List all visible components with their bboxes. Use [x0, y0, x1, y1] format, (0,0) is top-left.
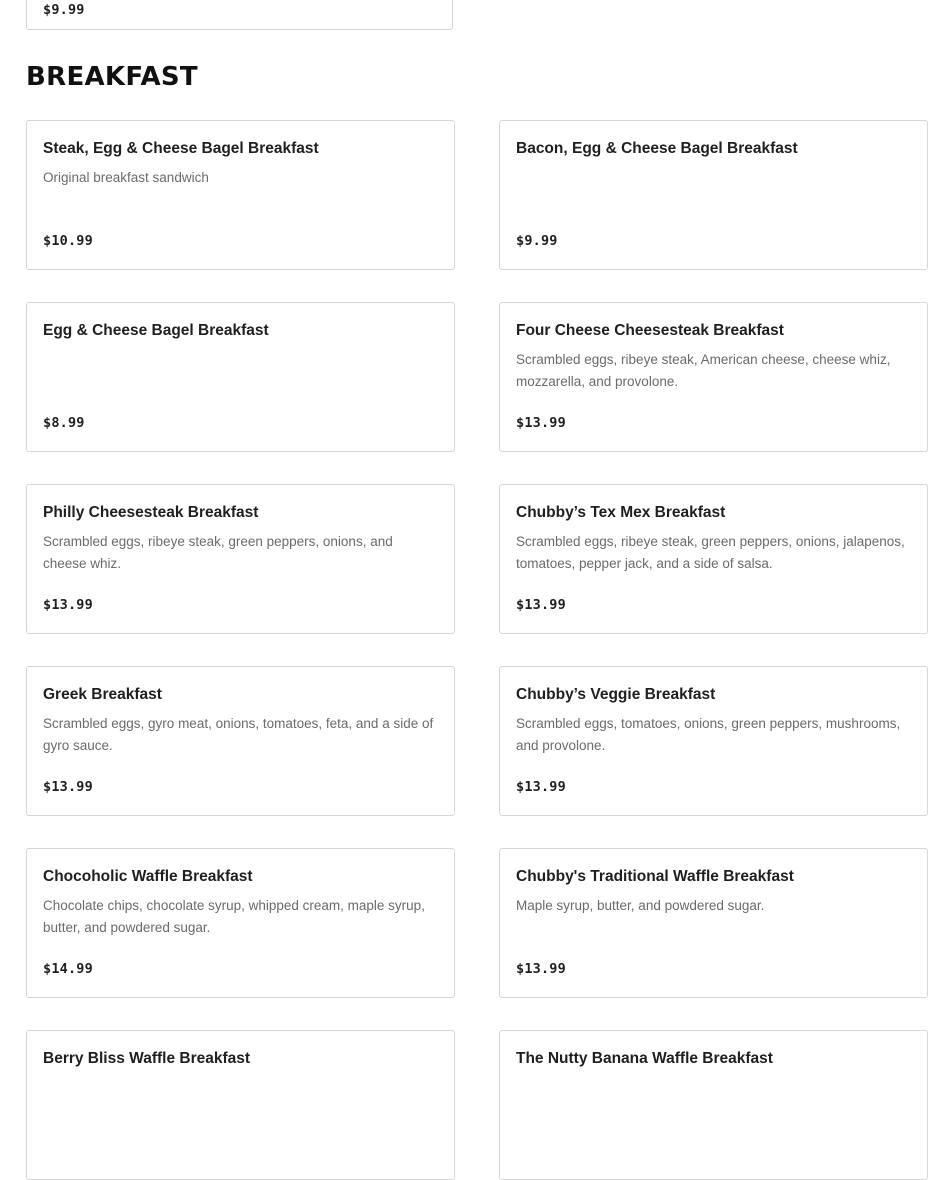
item-price: $13.99 [43, 779, 93, 795]
menu-item-card[interactable] [499, 120, 928, 270]
menu-item-card[interactable] [26, 848, 455, 998]
menu-item-card[interactable] [499, 302, 928, 452]
menu-item-card-previous[interactable] [26, 0, 453, 30]
item-name: Chubby’s Veggie Breakfast [516, 686, 716, 703]
menu-item-card[interactable] [499, 848, 928, 998]
item-price: $13.99 [516, 779, 566, 795]
menu-item-card[interactable] [499, 1030, 928, 1180]
item-description: Scrambled eggs, tomatoes, onions, green peppers, mushrooms, and provolone. [516, 716, 901, 753]
item-name: Philly Cheesesteak Breakfast [43, 504, 259, 521]
item-name: Chubby's Traditional Waffle Breakfast [516, 868, 794, 885]
item-name: Bacon, Egg & Cheese Bagel Breakfast [516, 140, 798, 157]
item-name: Greek Breakfast [43, 686, 162, 703]
menu-item-card[interactable] [26, 484, 455, 634]
item-name: The Nutty Banana Waffle Breakfast [516, 1050, 773, 1067]
item-price: $13.99 [516, 597, 566, 613]
item-name: Steak, Egg & Cheese Bagel Breakfast [43, 140, 319, 157]
item-name: Berry Bliss Waffle Breakfast [43, 1050, 251, 1067]
item-description: Maple syrup, butter, and powdered sugar. [516, 898, 765, 913]
item-description: Chocolate chips, chocolate syrup, whipped cream, maple syrup, butter, and powdered sugar. [43, 898, 425, 935]
menu-item-card[interactable] [499, 666, 928, 816]
item-price: $8.99 [43, 415, 85, 431]
item-name: Chocoholic Waffle Breakfast [43, 868, 253, 885]
menu-item-card[interactable] [26, 302, 455, 452]
item-description: Scrambled eggs, ribeye steak, American cheese, cheese whiz, mozzarella, and provolone. [516, 352, 891, 389]
item-description: Original breakfast sandwich [43, 170, 209, 185]
section-title: BREAKFAST [26, 62, 198, 92]
item-name: Egg & Cheese Bagel Breakfast [43, 322, 269, 339]
item-description: Scrambled eggs, gyro meat, onions, tomatoes, feta, and a side of gyro sauce. [43, 716, 434, 753]
item-price: $10.99 [43, 233, 93, 249]
menu-item-card[interactable] [499, 484, 928, 634]
item-description: Scrambled eggs, ribeye steak, green peppers, onions, jalapenos, tomatoes, pepper jack, and a side of salsa. [516, 534, 905, 571]
item-price: $13.99 [516, 961, 566, 977]
item-price: $14.99 [43, 961, 93, 977]
menu-items-grid [26, 120, 928, 1180]
menu-item-card[interactable] [26, 666, 455, 816]
item-price: $9.99 [516, 233, 558, 249]
item-description: Scrambled eggs, ribeye steak, green peppers, onions, and cheese whiz. [43, 534, 393, 571]
menu-item-card[interactable] [26, 120, 455, 270]
menu-item-card[interactable] [26, 1030, 455, 1180]
item-name: Chubby’s Tex Mex Breakfast [516, 504, 726, 521]
item-price: $9.99 [43, 2, 85, 18]
item-price: $13.99 [516, 415, 566, 431]
item-name: Four Cheese Cheesesteak Breakfast [516, 322, 784, 339]
item-price: $13.99 [43, 597, 93, 613]
